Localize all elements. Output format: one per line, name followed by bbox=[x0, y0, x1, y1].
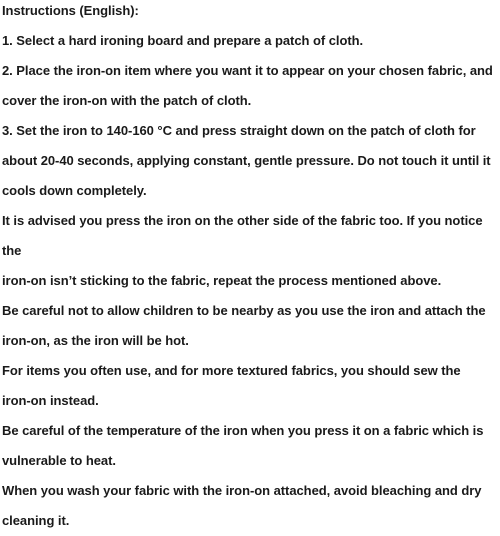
instruction-line: Be careful of the temperature of the iron when you press it on a fabric which is bbox=[2, 423, 484, 438]
instruction-line: 2. Place the iron-on item where you want it to appear on your chosen fabric, and bbox=[2, 63, 493, 78]
instruction-line: about 20-40 seconds, applying constant, gentle pressure. Do not touch it until it bbox=[2, 153, 491, 168]
instruction-line: vulnerable to heat. bbox=[2, 453, 116, 468]
instruction-line: 1. Select a hard ironing board and prepare a patch of cloth. bbox=[2, 33, 364, 48]
instruction-line: iron-on isn’t sticking to the fabric, repeat the process mentioned above. bbox=[2, 273, 442, 288]
instruction-line: cools down completely. bbox=[2, 183, 147, 198]
instruction-line: Be careful not to allow children to be nearby as you use the iron and attach the bbox=[2, 303, 486, 318]
instructions-heading: Instructions (English): bbox=[2, 3, 139, 18]
instruction-line: 3. Set the iron to 140-160 °C and press straight down on the patch of cloth for bbox=[2, 123, 476, 138]
instructions-document bbox=[2, 0, 500, 528]
instruction-line: iron-on, as the iron will be hot. bbox=[2, 333, 189, 348]
instruction-line: For items you often use, and for more textured fabrics, you should sew the bbox=[2, 363, 461, 378]
instruction-line: cover the iron-on with the patch of cloth. bbox=[2, 93, 252, 108]
instruction-line: iron-on instead. bbox=[2, 393, 99, 408]
instruction-line: It is advised you press the iron on the other side of the fabric too. If you notice the bbox=[2, 213, 483, 258]
instruction-line: cleaning it. bbox=[2, 513, 70, 528]
instruction-line: When you wash your fabric with the iron-on attached, avoid bleaching and dry bbox=[2, 483, 482, 498]
